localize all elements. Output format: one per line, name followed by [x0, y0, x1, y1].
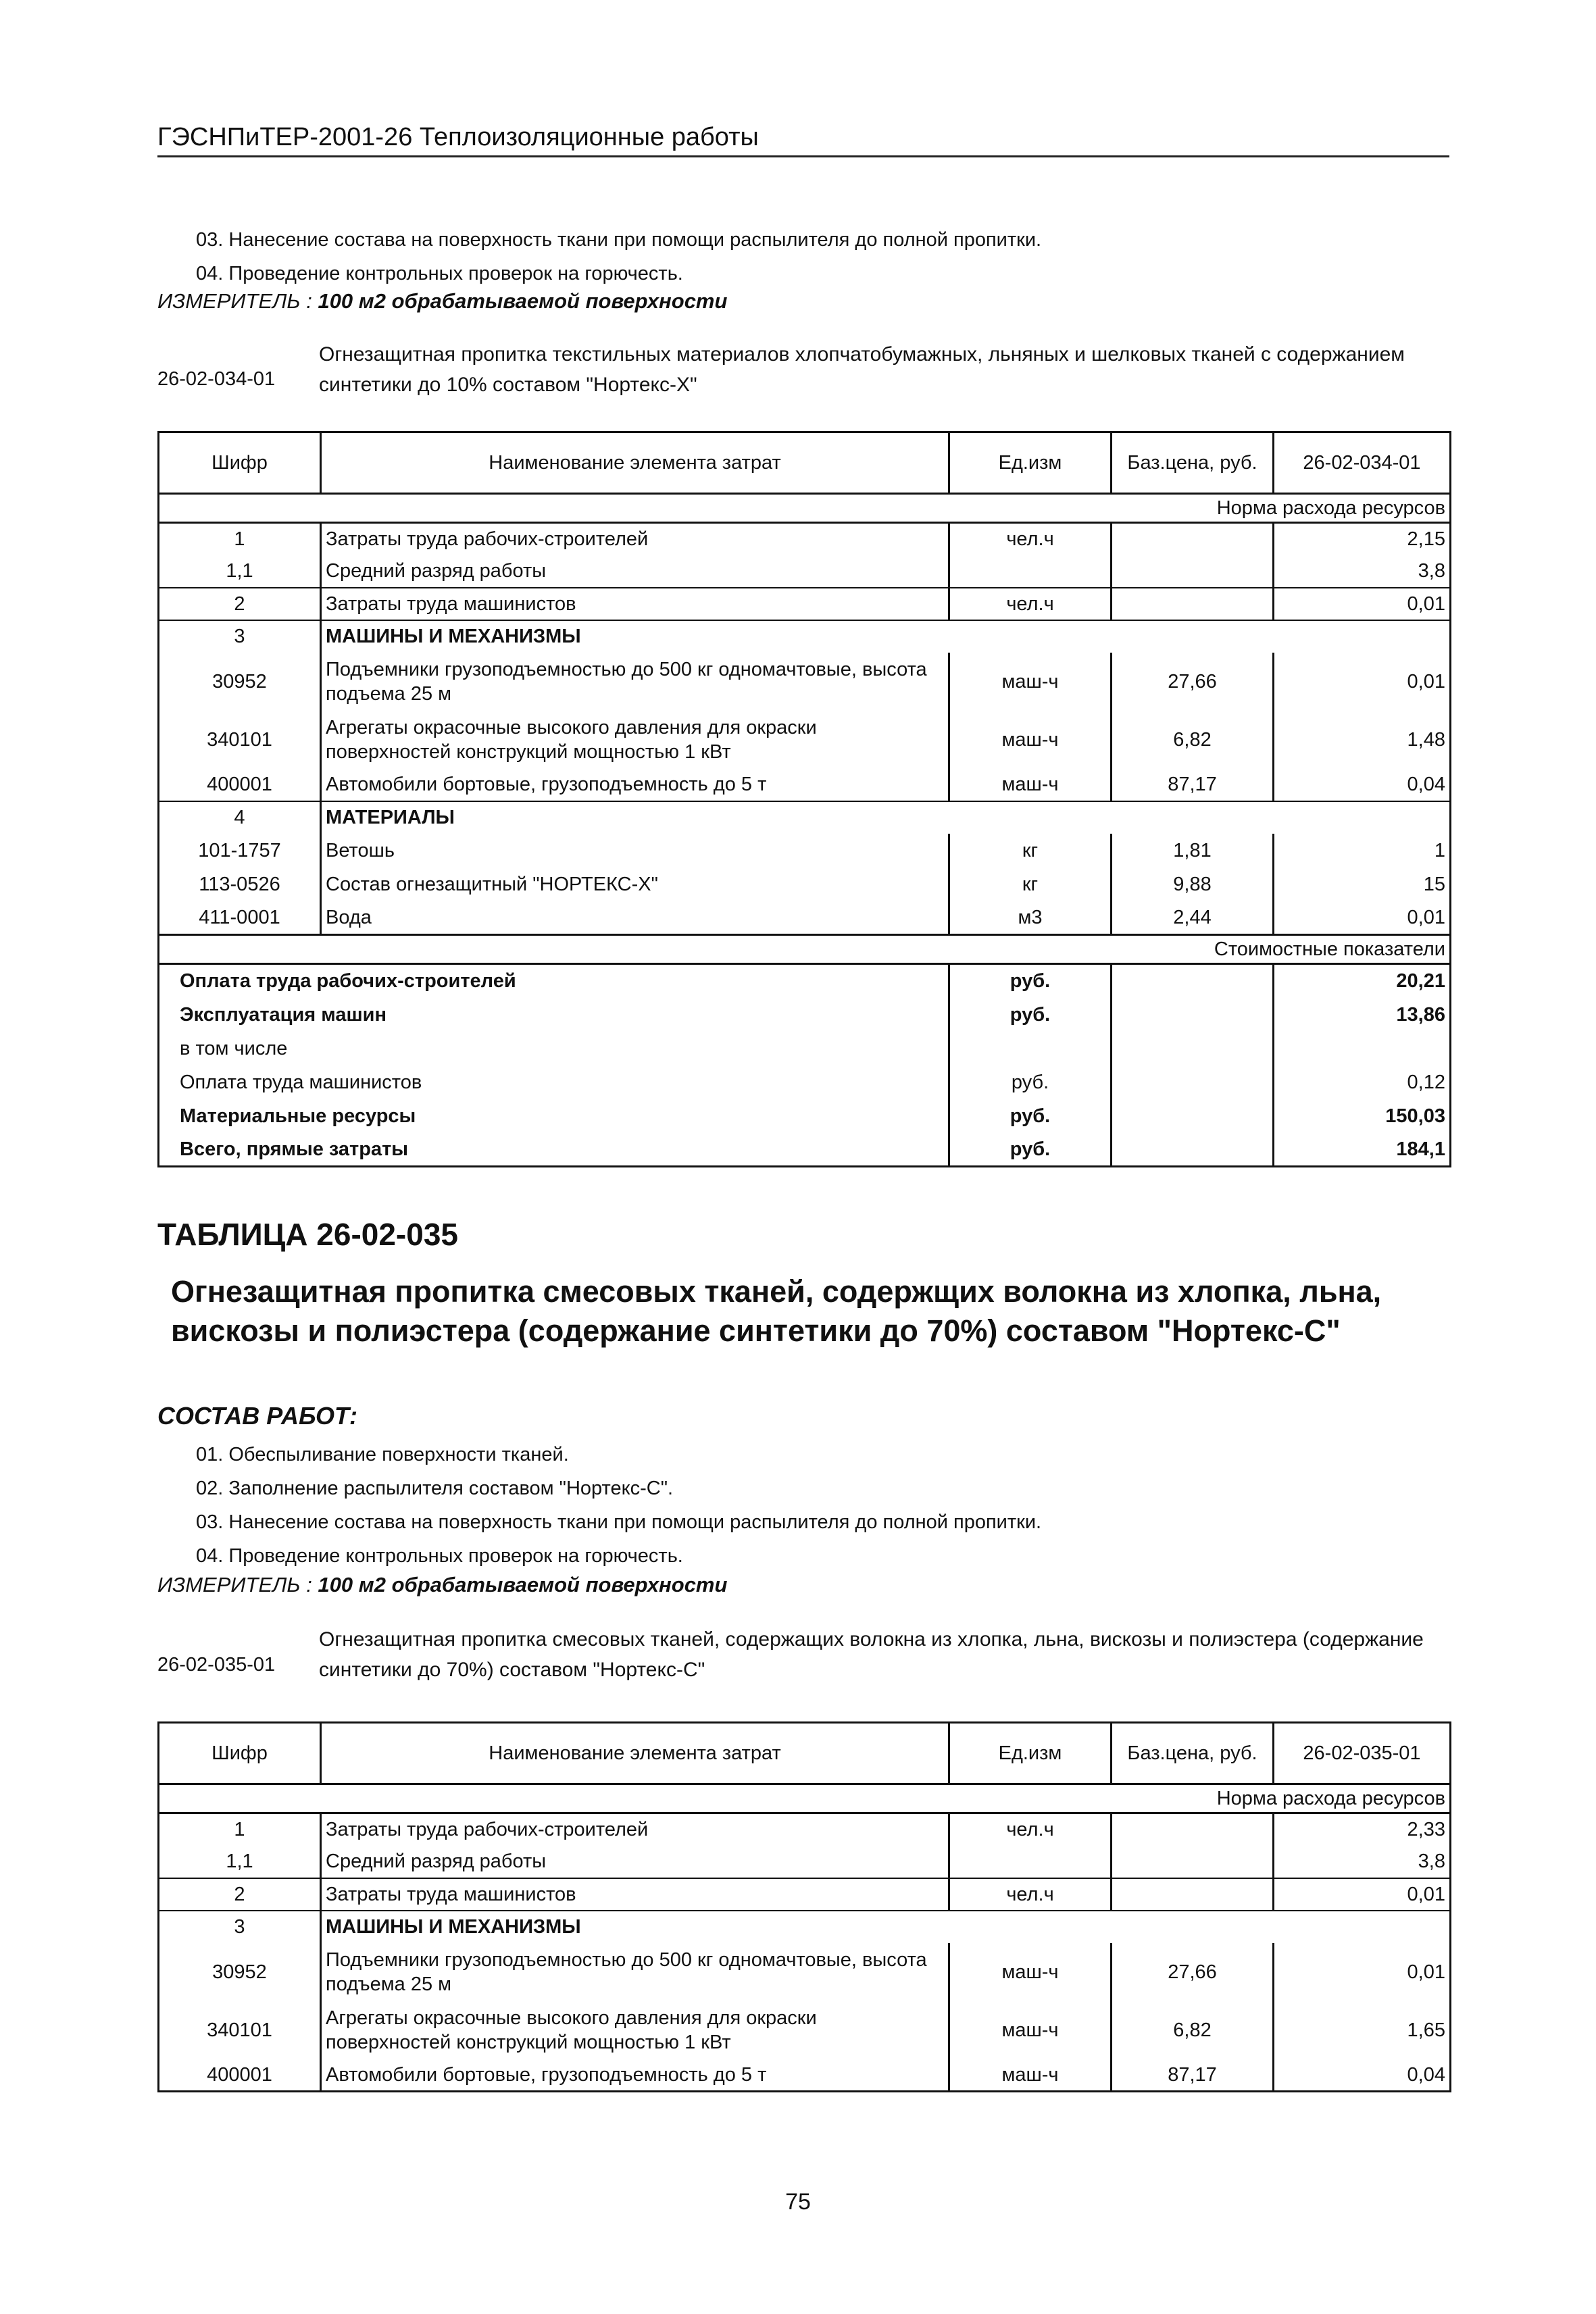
table-row: 1 Затраты труда рабочих-строителей чел.ч 2,15	[159, 523, 1451, 555]
table-header-row	[159, 432, 1451, 494]
cost-label: Стоимостные показатели	[159, 935, 1451, 964]
work-list-1	[196, 223, 1041, 291]
norm-label: Норма расхода ресурсов	[159, 494, 1451, 523]
work-item: 03. Нанесение состава на поверхность ткани при помощи распылителя до полной пропитки.	[196, 1511, 1042, 1533]
table-row: 2 Затраты труда машинистов чел.ч 0,01	[159, 1878, 1451, 1911]
norm-label-row	[159, 1784, 1451, 1813]
norm-title-1: Огнезащитная пропитка текстильных материалов хлопчатобумажных, льняных и шелковых тканей с содержанием синтетики до 10% составом "Нортекс-Х"	[319, 343, 1405, 396]
header-price: Баз.цена, руб.	[1112, 1723, 1274, 1784]
table-row: 3 МАШИНЫ И МЕХАНИЗМЫ	[159, 1911, 1451, 1943]
page-number: 75	[785, 2189, 811, 2215]
work-item: 02. Заполнение распылителя составом "Нортекс-С".	[196, 1478, 674, 1499]
cost-label-row	[159, 935, 1451, 964]
header-code: Шифр	[159, 432, 321, 494]
table-row: 30952 Подъемники грузоподъемностью до 500 кг одномачтовые, высота подъема 25 м маш-ч 27,66 0,01	[159, 653, 1451, 711]
norm-code-2: 26-02-035-01	[157, 1654, 276, 1676]
header-name: Наименование элемента затрат	[321, 432, 949, 494]
header-unit: Ед.изм	[949, 432, 1112, 494]
header-norm: 26-02-034-01	[1274, 432, 1451, 494]
table-header-row	[159, 1723, 1451, 1784]
table-row: 113-0526 Состав огнезащитный "НОРТЕКС-Х" кг 9,88 15	[159, 867, 1451, 901]
section-description: Огнезащитная пропитка смесовых тканей, содержщих волокна из хлопка, льна, вискозы и полиэстера (содержание синтетики до 70%) составом "Нортекс-С"	[171, 1274, 1382, 1348]
table-row: 400001 Автомобили бортовые, грузоподъемность до 5 т маш-ч 87,17 0,04	[159, 2059, 1451, 2092]
table-row: 2 Затраты труда машинистов чел.ч 0,01	[159, 588, 1451, 620]
table-row: 400001 Автомобили бортовые, грузоподъемность до 5 т маш-ч 87,17 0,04	[159, 769, 1451, 801]
table-row: 1,1 Средний разряд работы 3,8	[159, 555, 1451, 588]
meter-value: 100 м2 обрабатываемой поверхности	[318, 289, 728, 313]
work-item: 04. Проведение контрольных проверок на горючесть.	[196, 263, 683, 284]
table-row: 411-0001 Вода м3 2,44 0,01	[159, 901, 1451, 935]
norm-label-row	[159, 494, 1451, 523]
table-row: 101-1757 Ветошь кг 1,81 1	[159, 834, 1451, 867]
norm-code-1: 26-02-034-01	[157, 368, 276, 390]
work-item: 01. Обеспыливание поверхности тканей.	[196, 1444, 569, 1465]
header-price: Баз.цена, руб.	[1112, 432, 1274, 494]
meter-label: ИЗМЕРИТЕЛЬ :	[157, 1573, 312, 1596]
cost-row: Оплата труда рабочих-строителей руб. 20,21	[159, 964, 1451, 998]
work-list-2	[196, 1438, 1041, 1573]
work-item: 03. Нанесение состава на поверхность ткани при помощи распылителя до полной пропитки.	[196, 229, 1042, 251]
header-norm: 26-02-035-01	[1274, 1723, 1451, 1784]
table-row: 340101 Агрегаты окрасочные высокого давления для окраски поверхностей конструкций мощностью 1 кВт маш-ч 6,82 1,48	[159, 711, 1451, 769]
header-name: Наименование элемента затрат	[321, 1723, 949, 1784]
meter-line-2	[157, 1573, 727, 1597]
meter-label: ИЗМЕРИТЕЛЬ :	[157, 289, 312, 313]
table-row: 340101 Агрегаты окрасочные высокого давления для окраски поверхностей конструкций мощностью 1 кВт маш-ч 6,82 1,65	[159, 2001, 1451, 2059]
work-item: 04. Проведение контрольных проверок на горючесть.	[196, 1545, 683, 1567]
cost-row: Всего, прямые затраты руб. 184,1	[159, 1133, 1451, 1167]
header-code: Шифр	[159, 1723, 321, 1784]
table-row: 4 МАТЕРИАЛЫ	[159, 801, 1451, 834]
cost-row: Оплата труда машинистов руб. 0,12	[159, 1065, 1451, 1099]
meter-line-1	[157, 289, 727, 313]
norm-title-2: Огнезащитная пропитка смесовых тканей, содержащих волокна из хлопка, льна, вискозы и полиэстера (содержание синтетики до 70%) составом "Нортекс-С"	[319, 1628, 1424, 1681]
norm-label: Норма расхода ресурсов	[159, 1784, 1451, 1813]
cost-row: в том числе	[159, 1032, 1451, 1065]
section-title: ТАБЛИЦА 26-02-035	[157, 1217, 458, 1252]
norm-table-1	[157, 431, 1451, 1167]
cost-row: Эксплуатация машин руб. 13,86	[159, 998, 1451, 1032]
cost-row: Материальные ресурсы руб. 150,03	[159, 1099, 1451, 1133]
table-row: 1 Затраты труда рабочих-строителей чел.ч 2,33	[159, 1813, 1451, 1846]
table-row: 1,1 Средний разряд работы 3,8	[159, 1846, 1451, 1878]
header-unit: Ед.изм	[949, 1723, 1112, 1784]
norm-table-2	[157, 1721, 1451, 2092]
composition-label: СОСТАВ РАБОТ:	[157, 1402, 357, 1430]
table-row: 30952 Подъемники грузоподъемностью до 500 кг одномачтовые, высота подъема 25 м маш-ч 27,66 0,01	[159, 1943, 1451, 2001]
meter-value: 100 м2 обрабатываемой поверхности	[318, 1573, 728, 1596]
table-row: 3 МАШИНЫ И МЕХАНИЗМЫ	[159, 620, 1451, 653]
page-header: ГЭСНПиТЕР-2001-26 Теплоизоляционные работы	[157, 122, 1449, 157]
